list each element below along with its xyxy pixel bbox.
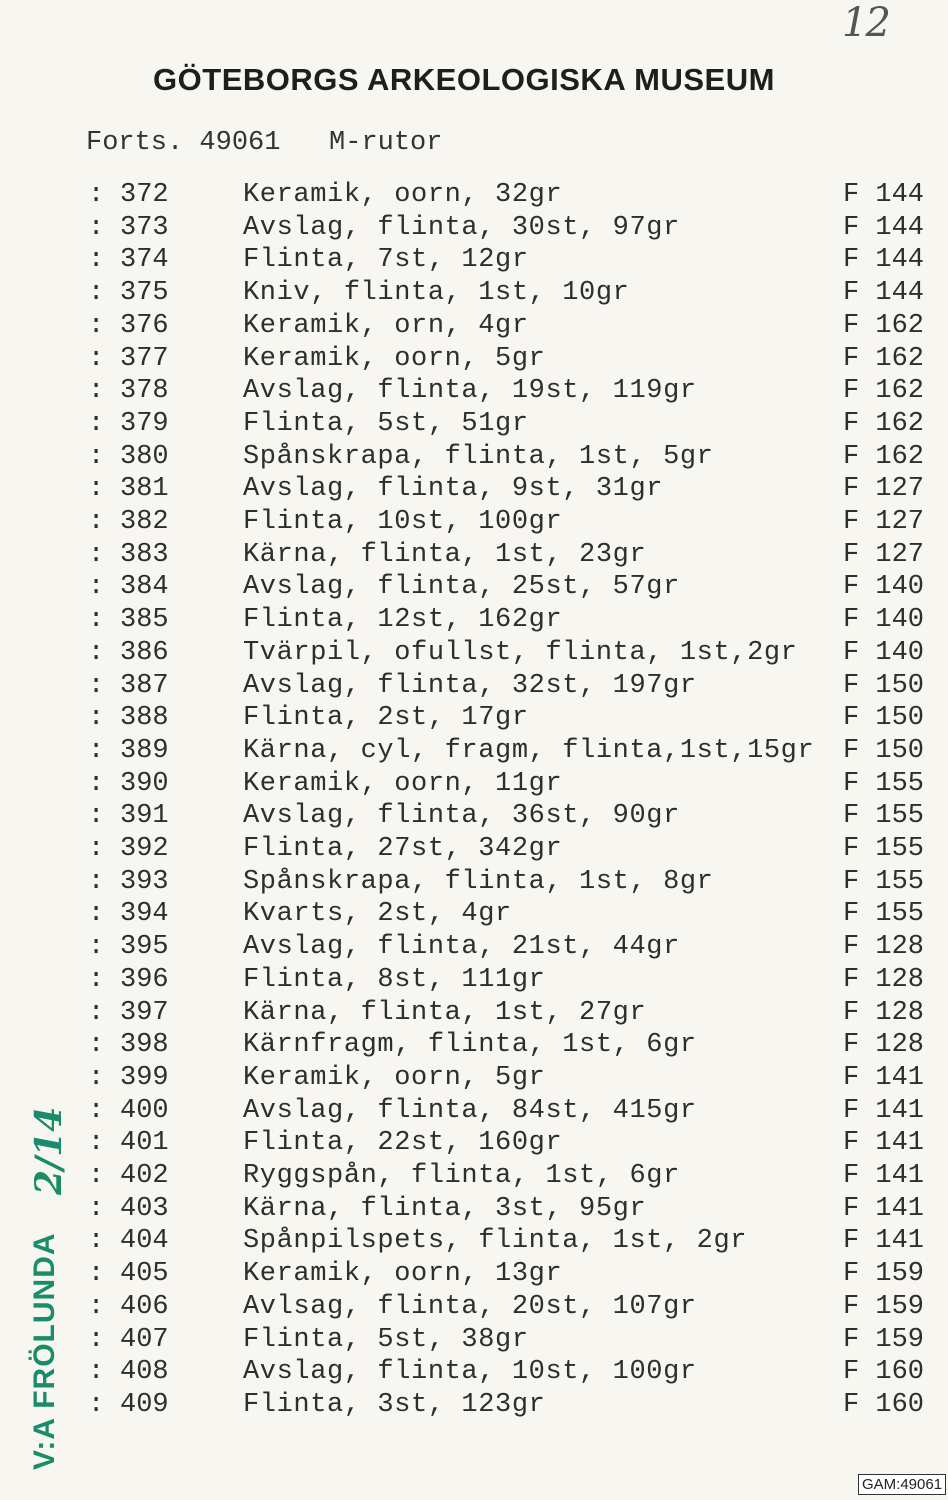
row-description: Keramik, oorn, 5gr: [243, 1062, 546, 1093]
row-ditto-colon: :: [88, 735, 105, 766]
row-location: F 162: [843, 441, 925, 472]
row-number: 409: [120, 1389, 169, 1420]
row-number: 400: [120, 1095, 169, 1126]
catalog-row: [0, 671, 948, 704]
row-number: 404: [120, 1226, 169, 1257]
row-location: F 140: [843, 572, 925, 603]
page-title: GÖTEBORGS ARKEOLOGISKA MUSEUM: [153, 62, 775, 97]
row-ditto-colon: :: [88, 245, 105, 276]
row-ditto-colon: :: [88, 1324, 105, 1355]
row-location: F 162: [843, 310, 925, 341]
row-description: Ryggspån, flinta, 1st, 6gr: [243, 1161, 680, 1191]
catalog-row: [0, 605, 948, 638]
row-ditto-colon: :: [88, 964, 105, 995]
catalog-row: [0, 572, 948, 605]
row-number: 388: [120, 703, 169, 734]
catalog-row: [0, 932, 948, 965]
row-ditto-colon: :: [88, 1128, 105, 1159]
row-number: 405: [120, 1259, 169, 1290]
row-location: F 128: [843, 964, 925, 995]
row-number: 386: [120, 637, 169, 668]
catalog-row: [0, 998, 948, 1031]
row-description: Flinta, 10st, 100gr: [243, 507, 563, 537]
row-description: Avslag, flinta, 10st, 100gr: [243, 1357, 697, 1388]
row-description: Kärnfragm, flinta, 1st, 6gr: [243, 1030, 697, 1061]
row-number: 397: [120, 997, 169, 1028]
row-description: Keramik, orn, 4gr: [243, 310, 529, 341]
row-location: F 141: [843, 1062, 925, 1093]
row-description: Avslag, flinta, 19st, 119gr: [243, 376, 697, 407]
row-location: F 150: [843, 670, 925, 701]
row-ditto-colon: :: [88, 768, 105, 799]
catalog-row: [0, 1128, 948, 1161]
row-description: Flinta, 7st, 12gr: [243, 245, 529, 276]
row-number: 402: [120, 1161, 169, 1191]
row-location: F 155: [843, 801, 925, 832]
row-description: Avslag, flinta, 84st, 415gr: [243, 1095, 697, 1126]
row-location: F 141: [843, 1226, 925, 1257]
row-location: F 155: [843, 899, 925, 930]
row-description: Avslag, flinta, 30st, 97gr: [243, 212, 680, 243]
row-ditto-colon: :: [88, 637, 105, 668]
row-location: F 162: [843, 408, 925, 439]
row-ditto-colon: :: [88, 1389, 105, 1420]
row-ditto-colon: :: [88, 1291, 105, 1322]
catalog-row: [0, 344, 948, 377]
row-number: 373: [120, 212, 169, 243]
row-number: 394: [120, 899, 169, 930]
row-ditto-colon: :: [88, 212, 105, 243]
row-number: 391: [120, 801, 169, 832]
row-ditto-colon: :: [88, 997, 105, 1028]
row-location: F 160: [843, 1389, 925, 1420]
row-location: F 155: [843, 768, 925, 799]
row-number: 401: [120, 1128, 169, 1159]
row-description: Flinta, 22st, 160gr: [243, 1128, 563, 1159]
row-ditto-colon: :: [88, 834, 105, 864]
subheader: [86, 128, 442, 158]
row-location: F 155: [843, 866, 925, 897]
row-description: Avlsag, flinta, 20st, 107gr: [243, 1291, 697, 1322]
row-number: 406: [120, 1291, 169, 1322]
row-ditto-colon: :: [88, 899, 105, 930]
row-location: F 144: [843, 245, 925, 276]
row-description: Flinta, 5st, 38gr: [243, 1324, 529, 1355]
catalog-row: [0, 1357, 948, 1390]
row-ditto-colon: :: [88, 408, 105, 439]
row-ditto-colon: :: [88, 343, 105, 374]
catalog-row: [0, 1194, 948, 1227]
row-location: F 162: [843, 376, 925, 407]
row-description: Avslag, flinta, 9st, 31gr: [243, 474, 664, 505]
catalog-row: [0, 1063, 948, 1096]
row-number: 377: [120, 343, 169, 374]
row-description: Kärna, flinta, 3st, 95gr: [243, 1193, 647, 1224]
row-description: Keramik, oorn, 13gr: [243, 1259, 563, 1290]
side-stamp-number: 2/14: [28, 1106, 70, 1195]
row-number: 376: [120, 310, 169, 341]
row-location: F 160: [843, 1357, 925, 1388]
catalog-row: [0, 1390, 948, 1423]
subheader-series: M-rutor: [329, 128, 443, 158]
row-description: Kärna, cyl, fragm, flinta,1st,15gr: [243, 735, 815, 766]
catalog-row: [0, 311, 948, 344]
row-location: F 127: [843, 507, 925, 537]
row-location: F 159: [843, 1324, 925, 1355]
row-location: F 150: [843, 703, 925, 734]
row-number: 385: [120, 605, 169, 636]
catalog-row: [0, 409, 948, 442]
row-location: F 144: [843, 278, 925, 309]
row-ditto-colon: :: [88, 474, 105, 505]
catalog-row: [0, 1259, 948, 1292]
row-description: Tvärpil, ofullst, flinta, 1st,2gr: [243, 637, 798, 668]
row-ditto-colon: :: [88, 572, 105, 603]
row-number: 374: [120, 245, 169, 276]
row-number: 380: [120, 441, 169, 472]
row-number: 395: [120, 932, 169, 963]
archive-id: GAM:49061: [858, 1474, 946, 1495]
row-ditto-colon: :: [88, 310, 105, 341]
catalog-row: [0, 213, 948, 246]
subheader-label: Forts.: [86, 128, 184, 158]
catalog-row: [0, 474, 948, 507]
row-number: 408: [120, 1357, 169, 1388]
row-number: 390: [120, 768, 169, 799]
row-ditto-colon: :: [88, 180, 105, 210]
catalog-row: [0, 1096, 948, 1129]
row-ditto-colon: :: [88, 441, 105, 472]
row-number: 398: [120, 1030, 169, 1061]
row-description: Kvarts, 2st, 4gr: [243, 899, 512, 930]
row-location: F 141: [843, 1128, 925, 1159]
row-location: F 140: [843, 605, 925, 636]
row-location: F 141: [843, 1095, 925, 1126]
catalog-row: [0, 1226, 948, 1259]
catalog-row: [0, 507, 948, 540]
row-location: F 127: [843, 539, 925, 570]
row-description: Keramik, oorn, 32gr: [243, 180, 563, 210]
row-description: Flinta, 12st, 162gr: [243, 605, 563, 636]
row-description: Avslag, flinta, 21st, 44gr: [243, 932, 680, 963]
row-number: 387: [120, 670, 169, 701]
row-description: Keramik, oorn, 11gr: [243, 768, 563, 799]
row-description: Avslag, flinta, 32st, 197gr: [243, 670, 697, 701]
catalog-row: [0, 1292, 948, 1325]
row-number: 396: [120, 964, 169, 995]
page-number: 12: [842, 0, 889, 46]
row-description: Kärna, flinta, 1st, 27gr: [243, 997, 647, 1028]
subheader-number: 49061: [199, 128, 281, 158]
row-ditto-colon: :: [88, 376, 105, 407]
row-description: Avslag, flinta, 36st, 90gr: [243, 801, 680, 832]
row-ditto-colon: :: [88, 1259, 105, 1290]
catalog-row: [0, 769, 948, 802]
row-ditto-colon: :: [88, 278, 105, 309]
row-ditto-colon: :: [88, 1095, 105, 1126]
row-number: 375: [120, 278, 169, 309]
row-number: 381: [120, 474, 169, 505]
row-ditto-colon: :: [88, 801, 105, 832]
row-number: 384: [120, 572, 169, 603]
row-ditto-colon: :: [88, 670, 105, 701]
catalog-row: [0, 180, 948, 213]
row-number: 379: [120, 408, 169, 439]
catalog-row: [0, 278, 948, 311]
row-description: Flinta, 2st, 17gr: [243, 703, 529, 734]
catalog-row: [0, 245, 948, 278]
catalog-row: [0, 638, 948, 671]
row-description: Spånpilspets, flinta, 1st, 2gr: [243, 1226, 748, 1257]
catalog-row: [0, 442, 948, 475]
row-description: Flinta, 3st, 123gr: [243, 1389, 546, 1420]
row-number: 382: [120, 507, 169, 537]
row-ditto-colon: :: [88, 703, 105, 734]
row-number: 393: [120, 866, 169, 897]
row-description: Flinta, 8st, 111gr: [243, 964, 546, 995]
row-location: F 144: [843, 212, 925, 243]
catalog-row: [0, 801, 948, 834]
row-ditto-colon: :: [88, 1161, 105, 1191]
row-description: Spånskrapa, flinta, 1st, 8gr: [243, 866, 714, 897]
row-location: F 159: [843, 1259, 925, 1290]
catalog-row: [0, 834, 948, 867]
catalog-row: [0, 540, 948, 573]
row-number: 383: [120, 539, 169, 570]
row-location: F 127: [843, 474, 925, 505]
catalog-row: [0, 1030, 948, 1063]
row-location: F 159: [843, 1291, 925, 1322]
row-number: 403: [120, 1193, 169, 1224]
row-description: Spånskrapa, flinta, 1st, 5gr: [243, 441, 714, 472]
side-stamp-label: V:A FRÖLUNDA: [28, 1232, 61, 1470]
row-number: 392: [120, 834, 169, 864]
row-number: 372: [120, 180, 169, 210]
row-location: F 162: [843, 343, 925, 374]
catalog-row: [0, 867, 948, 900]
row-description: Flinta, 5st, 51gr: [243, 408, 529, 439]
row-description: Kärna, flinta, 1st, 23gr: [243, 539, 647, 570]
row-location: F 150: [843, 735, 925, 766]
row-number: 389: [120, 735, 169, 766]
catalog-row: [0, 1325, 948, 1358]
catalog-row: [0, 736, 948, 769]
row-description: Flinta, 27st, 342gr: [243, 834, 563, 864]
row-ditto-colon: :: [88, 1062, 105, 1093]
catalog-row: [0, 1161, 948, 1194]
row-location: F 141: [843, 1193, 925, 1224]
row-description: Kniv, flinta, 1st, 10gr: [243, 278, 630, 309]
row-number: 407: [120, 1324, 169, 1355]
row-number: 399: [120, 1062, 169, 1093]
row-location: F 144: [843, 180, 925, 210]
row-ditto-colon: :: [88, 866, 105, 897]
row-ditto-colon: :: [88, 1030, 105, 1061]
row-location: F 128: [843, 1030, 925, 1061]
catalog-row: [0, 703, 948, 736]
row-location: F 155: [843, 834, 925, 864]
row-ditto-colon: :: [88, 539, 105, 570]
row-location: F 140: [843, 637, 925, 668]
row-location: F 128: [843, 997, 925, 1028]
row-number: 378: [120, 376, 169, 407]
row-ditto-colon: :: [88, 1193, 105, 1224]
row-description: Keramik, oorn, 5gr: [243, 343, 546, 374]
row-ditto-colon: :: [88, 507, 105, 537]
row-location: F 141: [843, 1161, 925, 1191]
catalog-row: [0, 376, 948, 409]
row-ditto-colon: :: [88, 1226, 105, 1257]
row-ditto-colon: :: [88, 1357, 105, 1388]
row-ditto-colon: :: [88, 932, 105, 963]
row-description: Avslag, flinta, 25st, 57gr: [243, 572, 680, 603]
catalog-row: [0, 965, 948, 998]
row-ditto-colon: :: [88, 605, 105, 636]
catalog-row: [0, 899, 948, 932]
row-location: F 128: [843, 932, 925, 963]
